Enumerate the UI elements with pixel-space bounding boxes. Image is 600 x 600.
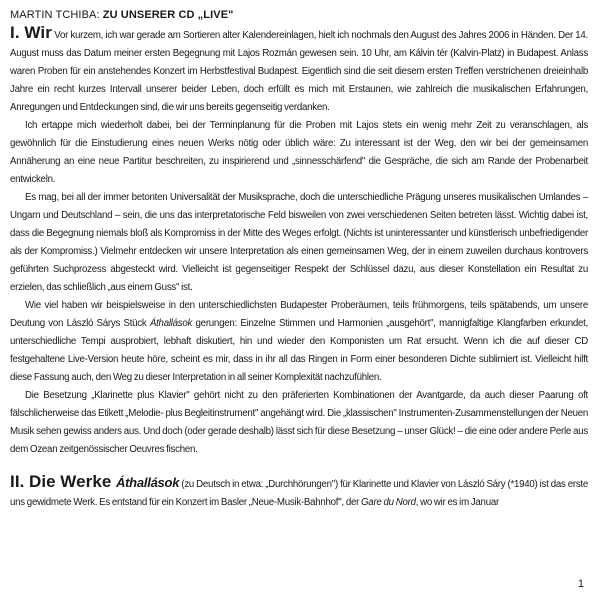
section2-paragraph1	[10, 473, 588, 512]
header-author: MARTIN TCHIBA:	[10, 9, 103, 21]
section1-heading: I. Wir	[10, 23, 52, 42]
p4-work-title: Áthallások	[149, 318, 193, 329]
section2-heading: II. Die Werke	[10, 472, 116, 491]
running-header	[10, 8, 588, 22]
section1-paragraph5: Die Besetzung „Klarinette plus Klavier" gehört nicht zu den präferierten Kombinationen der Avantgarde, da auch dieser Paarung oft fälschlicherweise das Etikett „Melodie- plus Begleitinstrument" angehängt wird. Die „klassischen" Instrumenten-Zusammenstellungen der Neuen Musik sehen gewiss anders aus. Und doch (oder gerade deshalb) lässt sich für diese Besetzung – unser Glück! – die eine oder andere Perle aus dem Ozean zeitgenössischer Oeuvres fischen.	[10, 390, 588, 455]
p4-before: Wie viel haben wir beispielsweise in den unterschiedlichsten Budapester Proberäumen, teils frühmorgens, teils spätabends, um unsere Deutung von László Sárys Stück	[10, 300, 588, 329]
section2-text-after: , wo wir es im Januar	[415, 497, 499, 508]
header-title: ZU UNSERER CD „LIVE"	[102, 9, 234, 21]
section2-text-before: (zu Deutsch in etwa: „Durchhörungen") für Klarinette und Klavier von László Sáry (*1940) ist das erste uns gewidmete Werk. Es entstand für ein Konzert im Basler „Neue-Musik-Bahnhof", der	[10, 479, 588, 508]
section1-paragraph2: Ich ertappe mich wiederholt dabei, bei der Terminplanung für die Proben mit Lajos stets ein wenig mehr Zeit zu veranschlagen, als gewöhnlich für die Einstudierung eines neuen Werks nötig oder üblich wäre: Zu interessant ist der Weg, den wir bei der gemeinsamen Annäherung an eine neue Partitur beschreiten, zu inspirierend und „sinnesschärfend" die Gespräche, die sich am Rande der Probenarbeit entwickeln.	[10, 120, 588, 185]
section1-paragraph1	[10, 24, 588, 117]
section1-paragraph4	[10, 297, 588, 387]
document-page	[10, 8, 588, 512]
p4-after: gerungen: Einzelne Stimmen und Harmonien „ausgehört", mannigfaltige Klangfarben erkundet, unterschiedliche Tempi ausprobiert, lebhaft diskutiert, hin und wieder den Komponisten um Rat ersucht. Wenn ich die auf dieser CD festgehaltene Live-Version heute höre, scheint es mir, dass in ihr all das Ringen in Form einer besonderen Dichte sublimiert ist. Vielleicht hilft diese Fassung auch, den Weg zu dieser Interpretation in all seiner Komplexität nachzufühlen.	[10, 318, 588, 383]
section1-p1-text: Vor kurzem, ich war gerade am Sortieren alter Kalendereinlagen, hielt ich nochmals den August des Jahres 2006 in Händen. Der 14. August muss das Datum meiner ersten Begegnung mit Lajos Rozmán gewesen sein. 10 Uhr, am Kálvin tér (Kalvin-Platz) in Budapest. Anlass waren Proben für ein anstehendes Konzert im Herbstfestival Budapest. Eigentlich sind die seit diesem ersten Treffen verstrichenen dreieinhalb Jahre ein recht kurzes Intervall unserer beider Leben, doch erfüllt es mich mit Erstaunen, wie zahlreich die musikalischen Erfahrungen, Anregungen und Entdeckungen sind, die wir uns bereits gegenseitig verdanken.	[10, 30, 588, 113]
page-number: 1	[577, 578, 584, 590]
section2-work-title: Áthallások	[115, 475, 180, 490]
section1-paragraph3: Es mag, bei all der immer betonten Universalität der Musiksprache, doch die unterschiedliche Prägung unseres musikalischen Umlandes – Ungarn und Deutschland – sein, die uns das interpretatorische Feld bisweilen von zwei verschiedenen Seiten betreten lässt. Wichtig dabei ist, dass die Begegnung niemals bloß als Kompromiss in der Mitte des Weges erfolgt. (Nichts ist uninteressanter und künstlerisch unbefriedigender als der Kompromiss.) Vielmehr entdecken wir unsere Interpretation als einen gemeinsamen Weg, der in einem zuweilen durchaus kontrovers geführten Suchprozess abgesteckt wird. Vielleicht ist gegenseitiger Respekt der Schlüssel dazu, aus dieser Konstellation ein Resultat zu erzielen, das schließlich „aus einem Guss" ist.	[10, 192, 588, 293]
section2-venue: Gare du Nord	[361, 497, 416, 508]
